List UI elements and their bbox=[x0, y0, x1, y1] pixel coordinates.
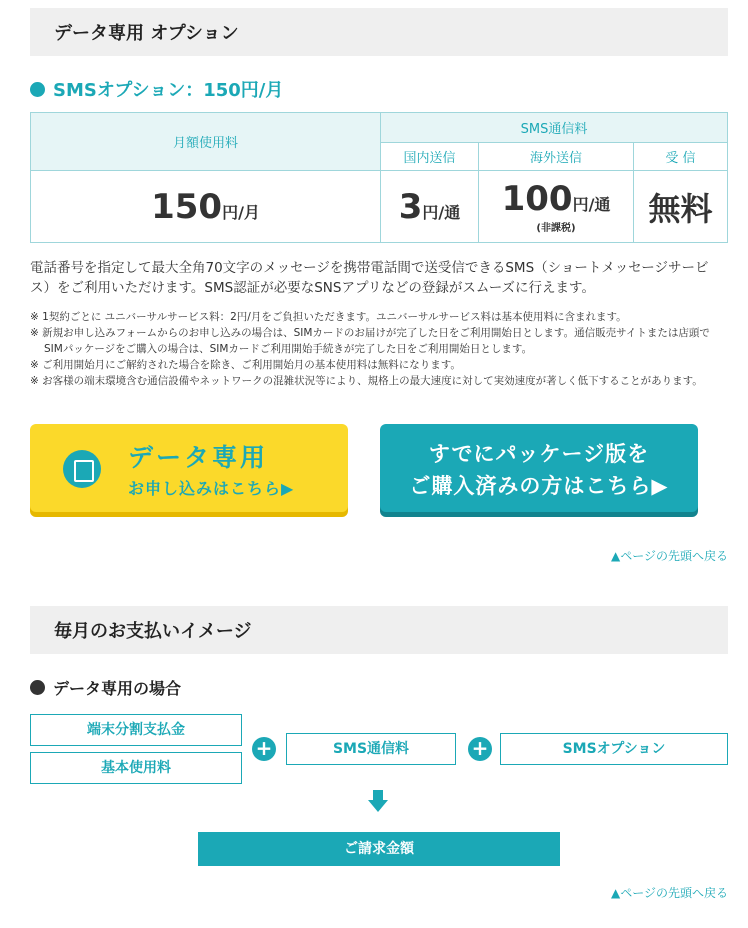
domestic-header: 国内送信 bbox=[381, 143, 479, 171]
arrow-down-icon bbox=[368, 790, 388, 814]
sms-option-title bbox=[30, 76, 283, 102]
overseas-header: 海外送信 bbox=[479, 143, 634, 171]
monthly-fee-cell bbox=[31, 171, 381, 243]
plus-icon: + bbox=[468, 737, 492, 761]
note-item: ※ 新規お申し込みフォームからのお申し込みの場合は、SIMカードのお届けが完了した日をご利用開始日とします。通信販売サイトまたは店頭でSIMパッケージをご購入の場合は、SIMカードご利用開始手続きが完了した日をご利用開始日とします。 bbox=[30, 327, 710, 355]
domestic-fee-cell bbox=[381, 171, 479, 243]
back-to-top-link[interactable]: ▲ページの先頭へ戻る bbox=[611, 549, 728, 563]
overseas-fee-cell bbox=[479, 171, 634, 243]
sms-fee-header: SMS通信料 bbox=[381, 113, 728, 143]
note-item: ※ お客様の端末環境含む通信設備やネットワークの混雑状況等により、規格上の最大速度に対して実効速度が著しく低下することがあります。 bbox=[30, 375, 703, 387]
section-header-payment-image bbox=[30, 606, 728, 654]
overseas-fee-unit: 円/通 bbox=[572, 195, 611, 214]
monthly-fee-unit: 円/月 bbox=[222, 202, 260, 222]
domestic-fee-unit: 円/通 bbox=[422, 202, 461, 222]
note-item: ※ ご利用開始月にご解約された場合を除き、ご利用開始月の基本使用料は無料になります。 bbox=[30, 359, 461, 371]
sms-option-box: SMSオプション bbox=[500, 733, 728, 765]
sms-option-title-text: SMSオプション：150円/月 bbox=[53, 80, 284, 101]
bullet-dot-icon bbox=[30, 680, 45, 695]
sms-description: 電話番号を指定して最大全角70文字のメッセージを携帯電話間で送受信できるSMS（ショートメッセージサービス）をご利用いただけます。SMS認証が必要なSNSアプリなどの登録がスムーズに行えます。 bbox=[30, 260, 709, 296]
package-button-line1: すでにパッケージ版を bbox=[428, 442, 650, 466]
apply-button-line1: データ専用 bbox=[128, 443, 269, 472]
receive-header: 受 信 bbox=[634, 143, 728, 171]
section-header-data-option bbox=[30, 8, 728, 56]
receive-fee-cell bbox=[634, 171, 728, 243]
sim-card-icon bbox=[63, 450, 101, 488]
apply-data-only-button[interactable] bbox=[30, 424, 348, 512]
tax-exempt-note: (非課税) bbox=[536, 223, 576, 234]
section-title: 毎月のお支払いイメージ bbox=[54, 621, 252, 642]
overseas-fee-value: 100 bbox=[501, 179, 573, 219]
case-title-text: データ専用の場合 bbox=[53, 679, 182, 698]
notes-list bbox=[30, 309, 728, 389]
basic-fee-box: 基本使用料 bbox=[30, 752, 242, 784]
data-only-case-title bbox=[30, 676, 181, 699]
installment-box: 端末分割支払金 bbox=[30, 714, 242, 746]
sms-fee-box: SMS通信料 bbox=[286, 733, 456, 765]
receive-fee-value: 無料 bbox=[648, 189, 713, 228]
package-button-line2: ご購入済みの方はこちら▶ bbox=[409, 474, 669, 498]
note-item: ※ 1契約ごとに ユニバーサルサービス料：2円/月をご負担いただきます。ユニバーサルサービス料は基本使用料に含まれます。 bbox=[30, 311, 627, 323]
monthly-fee-value: 150 bbox=[151, 186, 223, 227]
package-purchased-button[interactable] bbox=[380, 424, 698, 512]
sms-price-table bbox=[30, 112, 728, 243]
domestic-fee-value: 3 bbox=[398, 186, 423, 227]
plus-icon: + bbox=[252, 737, 276, 761]
back-to-top-link[interactable]: ▲ページの先頭へ戻る bbox=[611, 886, 728, 900]
bullet-dot-icon bbox=[30, 82, 45, 97]
apply-button-line2: お申し込みはこちら▶ bbox=[128, 479, 295, 498]
section-title: データ専用 オプション bbox=[54, 23, 239, 44]
billing-total-box: ご請求金額 bbox=[198, 832, 560, 866]
monthly-fee-header: 月額使用料 bbox=[31, 113, 381, 171]
